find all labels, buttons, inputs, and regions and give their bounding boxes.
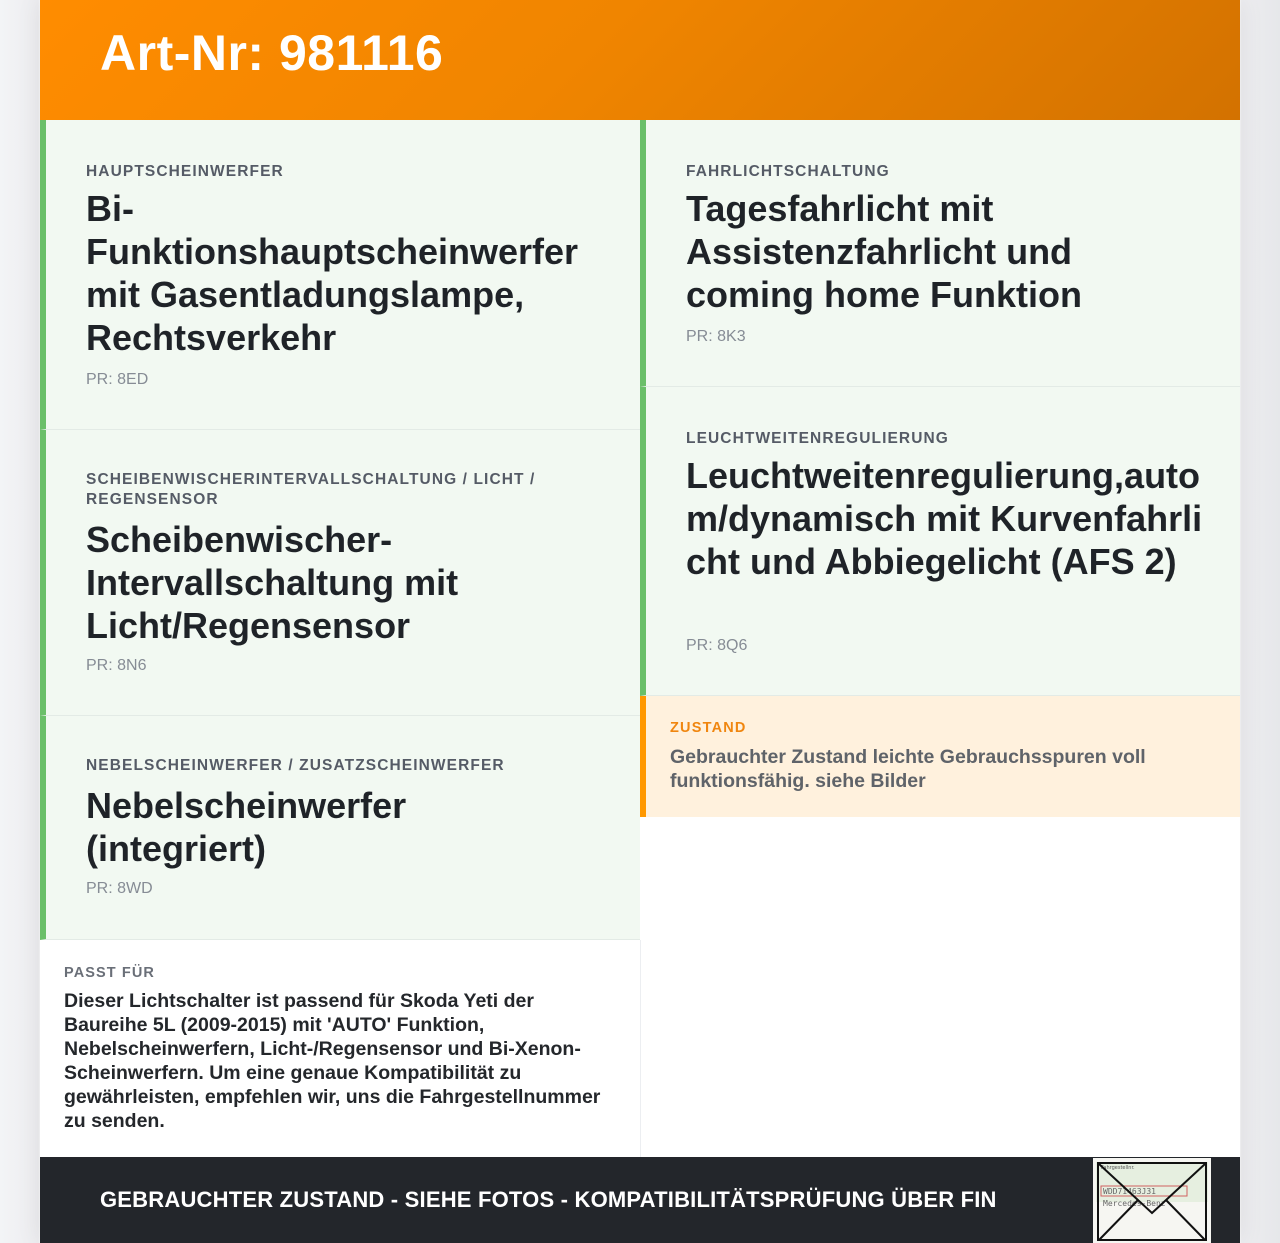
svg-text:WDD71463J31: WDD71463J31	[1103, 1187, 1156, 1196]
card-pr-code: PR: 8N6	[86, 657, 147, 674]
feature-card-hauptscheinwerfer	[40, 120, 640, 430]
svg-text:Mercedes-Benz: Mercedes-Benz	[1103, 1199, 1166, 1208]
footer-text: GEBRAUCHTER ZUSTAND - SIEHE FOTOS - KOMPATIBILITÄTSPRÜFUNG ÜBER FIN	[100, 1187, 997, 1212]
card-pr-code: PR: 8Q6	[686, 637, 748, 654]
compatibility-label: PASST FÜR	[64, 965, 155, 981]
card-category: SCHEIBENWISCHERINTERVALLSCHALTUNG / LICHT / REGENSENSOR	[86, 471, 536, 508]
card-category: HAUPTSCHEINWERFER	[86, 163, 284, 180]
feature-card-leuchtweitenregulierung	[640, 387, 1240, 696]
compatibility-text: Dieser Lichtschalter ist passend für Skoda Yeti der Baureihe 5L (2009-2015) mit 'AUTO' Funktion, Nebelscheinwerfern, Licht-/Regensensor und Bi-Xenon-Scheinwerfern. Um eine genaue Kompatibilität zu gewährleisten, empfehlen wir, uns die Fahrgestellnummer zu senden.	[64, 990, 601, 1132]
svg-text:Fahrgestellnr.: Fahrgestellnr.	[1101, 1165, 1135, 1171]
header-banner	[40, 0, 1240, 120]
card-title: Bi-Funktionshauptscheinwerfer mit Gasentladungslampe, Rechtsverkehr	[86, 188, 579, 358]
page	[40, 0, 1240, 1243]
card-title: Nebelscheinwerfer (integriert)	[86, 785, 407, 869]
condition-box	[640, 696, 1240, 817]
condition-text: Gebrauchter Zustand leichte Gebrauchsspuren voll funktionsfähig. siehe Bilder	[670, 746, 1146, 792]
feature-card-scheibenwischer	[40, 430, 640, 716]
card-title: Scheibenwischer-Intervallschaltung mit Licht/Regensensor	[86, 519, 459, 646]
envelope-fin-icon	[1093, 1158, 1211, 1243]
compatibility-box	[40, 940, 641, 1157]
card-title: Leuchtweitenregulierung,autom/dynamisch mit Kurvenfahrlicht und Abbiegelicht (AFS 2)	[686, 455, 1203, 582]
feature-card-fahrlichtschaltung	[640, 120, 1240, 387]
card-category: LEUCHTWEITENREGULIERUNG	[686, 430, 949, 447]
card-pr-code: PR: 8WD	[86, 880, 153, 897]
card-title: Tagesfahrlicht mit Assistenzfahrlicht und coming home Funktion	[686, 188, 1082, 315]
footer-bar	[40, 1157, 1240, 1243]
card-category: NEBELSCHEINWERFER / ZUSATZSCHEINWERFER	[86, 757, 505, 774]
card-pr-code: PR: 8K3	[686, 328, 746, 345]
condition-label: ZUSTAND	[670, 720, 747, 736]
feature-card-nebelscheinwerfer	[40, 716, 640, 940]
card-category: FAHRLICHTSCHALTUNG	[686, 163, 890, 180]
card-pr-code: PR: 8ED	[86, 371, 149, 388]
article-number-title: Art-Nr: 981116	[100, 25, 444, 81]
